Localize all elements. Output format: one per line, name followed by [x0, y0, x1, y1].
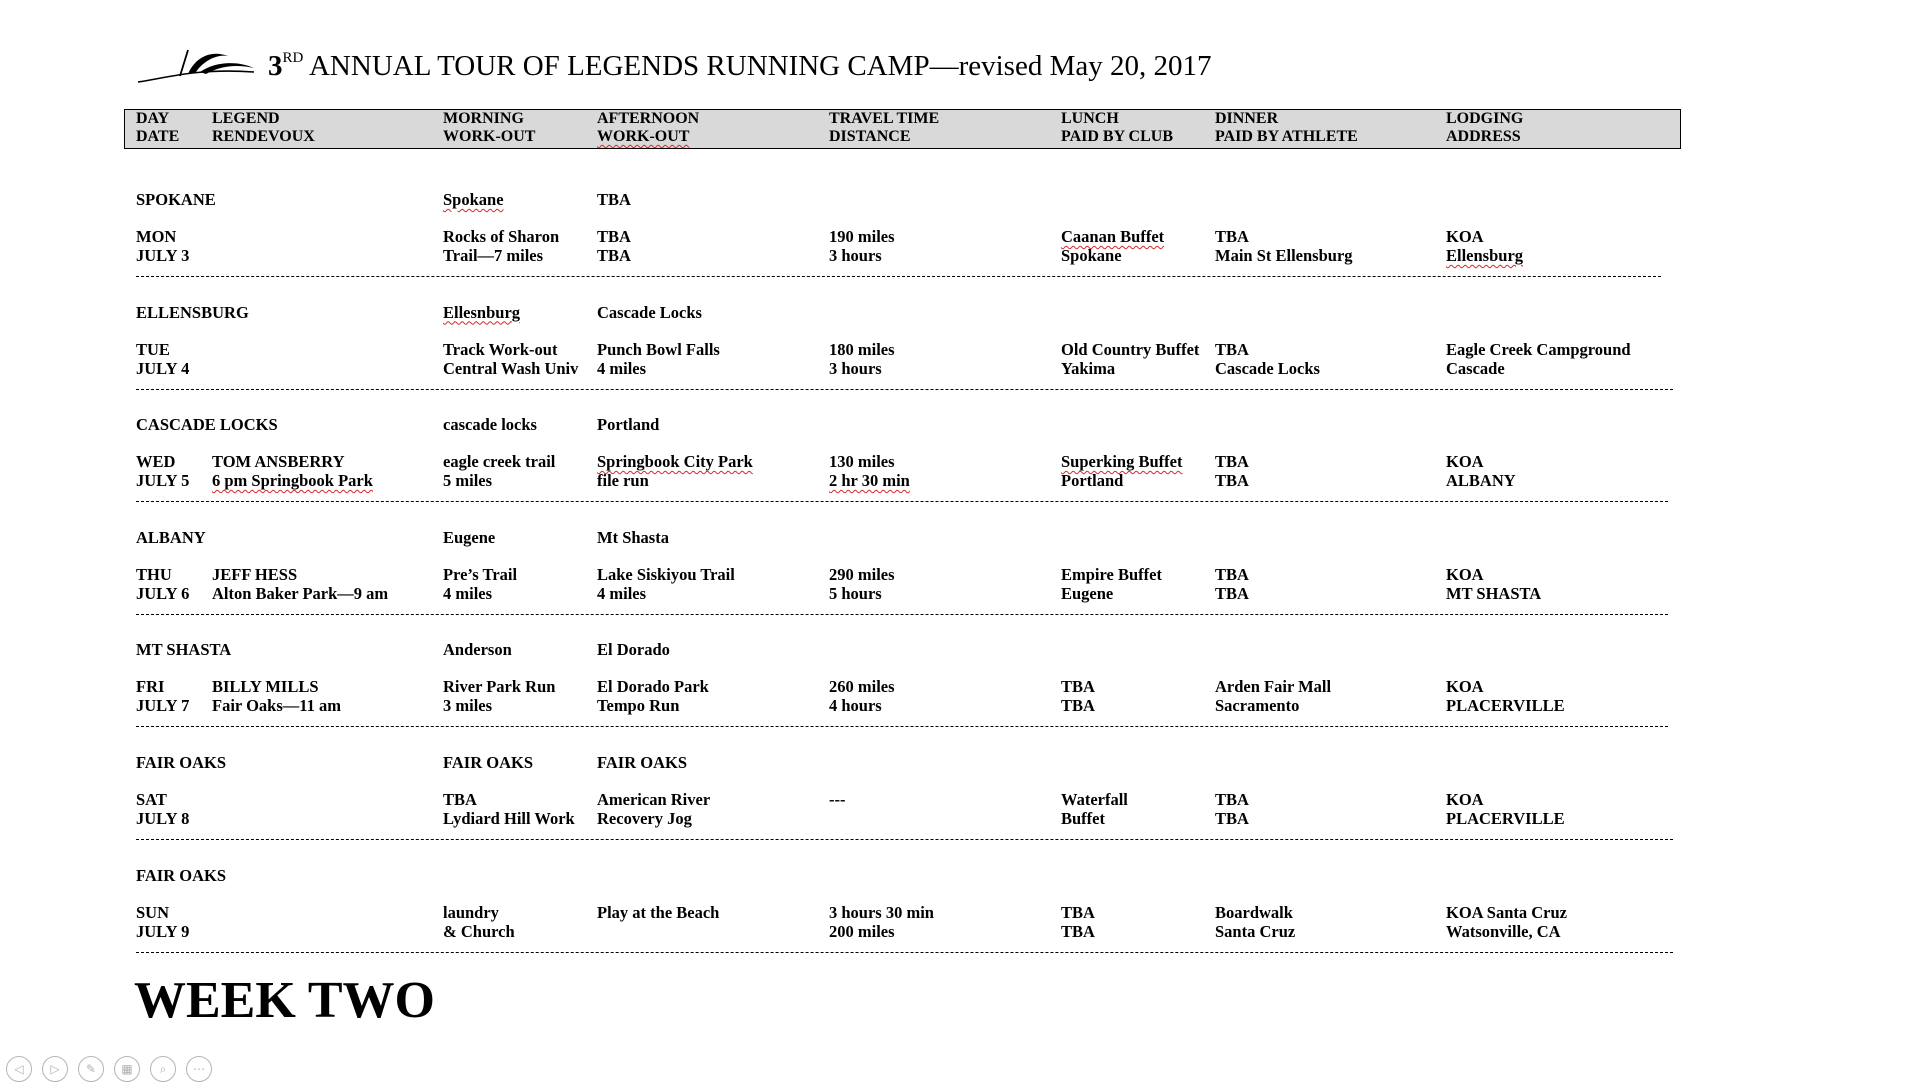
row-3-morning-workout: eagle creek trail	[443, 452, 556, 472]
row-6-lodging: KOA	[1446, 790, 1484, 809]
row-5-afternoon-detail: Tempo Run	[597, 696, 680, 716]
row-6-morning-location: FAIR OAKS	[443, 753, 533, 772]
row-1-lodging: KOA	[1446, 227, 1484, 246]
row-5-lunch-location: TBA	[1061, 696, 1095, 716]
row-5-travel-line2: 4 hours	[829, 696, 882, 716]
header-travel-time-distance-line2: DISTANCE	[829, 128, 911, 145]
row-4-afternoon-workout: Lake Siskiyou Trail	[597, 564, 735, 584]
row-5-date: JULY 7	[136, 696, 190, 716]
row-2-dinner: TBA	[1215, 339, 1249, 359]
row-2-lunch-location: Yakima	[1061, 358, 1116, 378]
row-5-day: FRI	[136, 677, 165, 697]
row-1-date: JULY 3	[136, 246, 190, 265]
row-1-morning-location-text: Spokane	[443, 190, 504, 209]
header-dinner-line1: DINNER	[1215, 110, 1279, 127]
row-2-morning-workout: Track Work-out	[443, 339, 558, 359]
row-7-lodging-address: Watsonville, CA	[1446, 921, 1561, 941]
row-4-travel-line2: 5 hours	[829, 583, 882, 603]
row-3-dinner-location: TBA	[1215, 471, 1249, 491]
row-1-lodging-address	[1446, 246, 1523, 265]
row-3-lunch-text: Superking Buffet	[1061, 452, 1183, 472]
row-6-afternoon-detail: Recovery Jog	[597, 809, 692, 828]
row-2-afternoon-detail: 4 miles	[597, 358, 647, 378]
row-4-lodging-address: MT SHASTA	[1446, 583, 1542, 603]
row-1-morning-detail: Trail—7 miles	[443, 246, 544, 265]
header-morning-workout-line2: WORK-OUT	[443, 128, 536, 145]
header-legend-rendevoux-line2: RENDEVOUX	[212, 128, 315, 145]
row-divider	[136, 839, 1673, 840]
row-3-travel-line2	[829, 471, 910, 490]
header-travel-time-distance-line1: TRAVEL TIME	[829, 110, 940, 127]
row-3-date: JULY 5	[136, 471, 190, 491]
row-6-lunch-location: Buffet	[1061, 809, 1105, 828]
row-6-date: JULY 8	[136, 809, 190, 828]
row-1-day: MON	[136, 227, 177, 246]
row-divider	[136, 389, 1673, 390]
row-divider	[136, 501, 1668, 502]
row-7-dinner-location: Santa Cruz	[1215, 921, 1296, 941]
row-7-afternoon-workout: Play at the Beach	[597, 902, 720, 922]
row-2-morning-location	[443, 303, 520, 322]
row-2-morning-detail: Central Wash Univ	[443, 358, 579, 378]
row-6-travel-line1: ---	[829, 790, 846, 809]
row-2-dinner-location: Cascade Locks	[1215, 358, 1320, 378]
row-5-lunch: TBA	[1061, 677, 1095, 697]
row-3-afternoon-workout	[597, 452, 753, 471]
title-superscript: RD	[282, 49, 304, 66]
row-6-lodging-address: PLACERVILLE	[1446, 809, 1565, 828]
row-1-travel-line2: 3 hours	[829, 246, 882, 265]
row-4-morning-workout: Pre’s Trail	[443, 564, 518, 584]
header-lodging-line2: ADDRESS	[1446, 128, 1521, 145]
row-1-afternoon-location: TBA	[597, 190, 631, 209]
row-3-afternoon-location: Portland	[597, 415, 660, 435]
header-morning-workout-line1: MORNING	[443, 110, 524, 127]
row-5-legend-rendezvous: Fair Oaks—11 am	[212, 696, 341, 716]
header-afternoon-workout-line2	[597, 128, 689, 146]
week-two-heading: WEEK TWO	[134, 972, 436, 1029]
row-3-legend-rendezvous-text: 6 pm Springbook Park	[212, 471, 373, 491]
row-1-morning-location	[443, 190, 504, 209]
row-7-travel-line2: 200 miles	[829, 921, 895, 941]
row-4-legend-rendezvous: Alton Baker Park—9 am	[212, 583, 389, 603]
row-5-afternoon-location: El Dorado	[597, 640, 670, 660]
row-7-city: FAIR OAKS	[136, 865, 226, 885]
row-5-legend-name: BILLY MILLS	[212, 677, 319, 697]
more-options-icon[interactable]: ⋯	[186, 1056, 212, 1082]
row-7-travel-line1: 3 hours 30 min	[829, 902, 934, 922]
row-3-travel-line2-text: 2 hr 30 min	[829, 471, 910, 491]
row-4-legend-name: JEFF HESS	[212, 564, 298, 584]
row-6-morning-detail: Lydiard Hill Work	[443, 809, 575, 828]
row-3-lunch	[1061, 452, 1182, 471]
row-4-lunch: Empire Buffet	[1061, 564, 1162, 584]
row-4-dinner-location: TBA	[1215, 583, 1249, 603]
header-lunch-line1: LUNCH	[1061, 110, 1119, 127]
next-slide-icon[interactable]: ▷	[42, 1056, 68, 1082]
row-5-dinner: Arden Fair Mall	[1215, 677, 1332, 697]
row-4-lunch-location: Eugene	[1061, 583, 1114, 603]
row-7-morning-workout: laundry	[443, 902, 499, 922]
row-2-city: ELLENSBURG	[136, 302, 249, 322]
row-2-travel-line2: 3 hours	[829, 358, 882, 378]
header-afternoon-workout-line2-text: WORK-OUT	[597, 128, 690, 145]
header-lodging-line1: LODGING	[1446, 110, 1524, 127]
row-2-afternoon-location: Cascade Locks	[597, 302, 702, 322]
row-4-travel-line1: 290 miles	[829, 564, 895, 584]
row-1-lodging-address-text: Ellensburg	[1446, 246, 1524, 265]
row-5-lodging-address: PLACERVILLE	[1446, 696, 1565, 716]
row-6-dinner-location: TBA	[1215, 809, 1249, 828]
row-3-day: WED	[136, 452, 176, 472]
row-2-morning-location-text: Ellesnburg	[443, 302, 521, 322]
row-2-lodging-address: Cascade	[1446, 358, 1505, 378]
row-2-afternoon-workout: Punch Bowl Falls	[597, 339, 720, 359]
row-7-lunch-location: TBA	[1061, 921, 1095, 941]
row-divider	[136, 952, 1673, 953]
row-2-day: TUE	[136, 339, 170, 359]
row-4-day: THU	[136, 564, 172, 584]
header-day-date-line2: DATE	[136, 128, 180, 145]
row-7-day: SUN	[136, 902, 170, 922]
title-row	[136, 42, 1211, 90]
row-6-afternoon-workout: American River	[597, 790, 711, 809]
row-3-afternoon-detail: file run	[597, 471, 649, 491]
pen-icon[interactable]: ✎	[78, 1056, 104, 1082]
row-6-morning-workout: TBA	[443, 790, 477, 809]
row-3-legend-name: TOM ANSBERRY	[212, 452, 345, 472]
row-4-lodging: KOA	[1446, 564, 1484, 584]
row-1-travel-line1: 190 miles	[829, 227, 895, 246]
row-5-afternoon-workout: El Dorado Park	[597, 677, 709, 697]
row-4-afternoon-detail: 4 miles	[597, 583, 647, 603]
row-divider	[136, 614, 1668, 615]
row-5-dinner-location: Sacramento	[1215, 696, 1300, 716]
row-1-dinner-location: Main St Ellensburg	[1215, 246, 1353, 265]
row-4-date: JULY 6	[136, 583, 190, 603]
header-dinner-line2: PAID BY ATHLETE	[1215, 128, 1358, 145]
row-6-lunch: Waterfall	[1061, 790, 1128, 809]
row-7-lunch: TBA	[1061, 902, 1095, 922]
row-1-morning-workout: Rocks of Sharon	[443, 227, 560, 246]
row-4-afternoon-location: Mt Shasta	[597, 527, 669, 547]
row-3-afternoon-workout-text: Springbook City Park	[597, 452, 753, 472]
row-7-dinner: Boardwalk	[1215, 902, 1293, 922]
row-5-lodging: KOA	[1446, 677, 1484, 697]
row-3-lodging-address: ALBANY	[1446, 471, 1516, 491]
row-7-morning-detail: & Church	[443, 921, 515, 941]
row-1-lunch-location: Spokane	[1061, 246, 1122, 265]
row-4-morning-location: Eugene	[443, 527, 496, 547]
slides-grid-icon[interactable]: ▦	[114, 1056, 140, 1082]
row-1-lunch	[1061, 227, 1164, 246]
row-3-morning-detail: 5 miles	[443, 471, 493, 491]
row-4-city: ALBANY	[136, 527, 206, 547]
row-7-date: JULY 9	[136, 921, 190, 941]
row-6-day: SAT	[136, 790, 167, 809]
header-legend-rendevoux-line1: LEGEND	[212, 110, 280, 127]
header-lunch-line2: PAID BY CLUB	[1061, 128, 1174, 145]
header-day-date-line1: DAY	[136, 110, 170, 127]
row-3-legend-rendezvous	[212, 471, 373, 490]
row-1-city: SPOKANE	[136, 190, 216, 209]
row-5-city: MT SHASTA	[136, 640, 232, 660]
row-6-city: FAIR OAKS	[136, 753, 226, 772]
row-7-lodging: KOA Santa Cruz	[1446, 902, 1568, 922]
row-5-morning-detail: 3 miles	[443, 696, 493, 716]
row-3-lodging: KOA	[1446, 452, 1484, 472]
row-divider	[136, 726, 1668, 727]
presentation-toolbar	[6, 1056, 212, 1082]
row-2-date: JULY 4	[136, 358, 190, 378]
row-4-dinner: TBA	[1215, 564, 1249, 584]
document-title	[268, 50, 1211, 83]
row-1-lunch-text: Caanan Buffet	[1061, 227, 1165, 246]
row-4-morning-detail: 4 miles	[443, 583, 493, 603]
row-1-dinner: TBA	[1215, 227, 1249, 246]
header-afternoon-workout-line1: AFTERNOON	[597, 110, 700, 127]
row-5-morning-workout: River Park Run	[443, 677, 556, 697]
swoosh-logo-icon	[136, 42, 258, 90]
row-2-lunch: Old Country Buffet	[1061, 339, 1200, 359]
row-divider	[136, 276, 1661, 277]
previous-slide-icon[interactable]: ◁	[6, 1056, 32, 1082]
zoom-icon[interactable]: ⌕	[150, 1056, 176, 1082]
title-text: ANNUAL TOUR OF LEGENDS RUNNING CAMP—revised May 20, 2017	[303, 49, 1212, 82]
row-3-morning-location: cascade locks	[443, 415, 537, 435]
row-1-afternoon-workout: TBA	[597, 227, 631, 246]
row-2-lodging: Eagle Creek Campground	[1446, 339, 1631, 359]
title-number: 3	[268, 49, 283, 82]
row-3-travel-line1: 130 miles	[829, 452, 895, 472]
row-3-dinner: TBA	[1215, 452, 1249, 472]
row-3-lunch-location: Portland	[1061, 471, 1124, 491]
row-6-dinner: TBA	[1215, 790, 1249, 809]
row-3-city: CASCADE LOCKS	[136, 415, 278, 435]
row-5-morning-location: Anderson	[443, 640, 512, 660]
row-5-travel-line1: 260 miles	[829, 677, 895, 697]
row-1-afternoon-detail: TBA	[597, 246, 631, 265]
row-2-travel-line1: 180 miles	[829, 339, 895, 359]
row-6-afternoon-location: FAIR OAKS	[597, 753, 687, 772]
